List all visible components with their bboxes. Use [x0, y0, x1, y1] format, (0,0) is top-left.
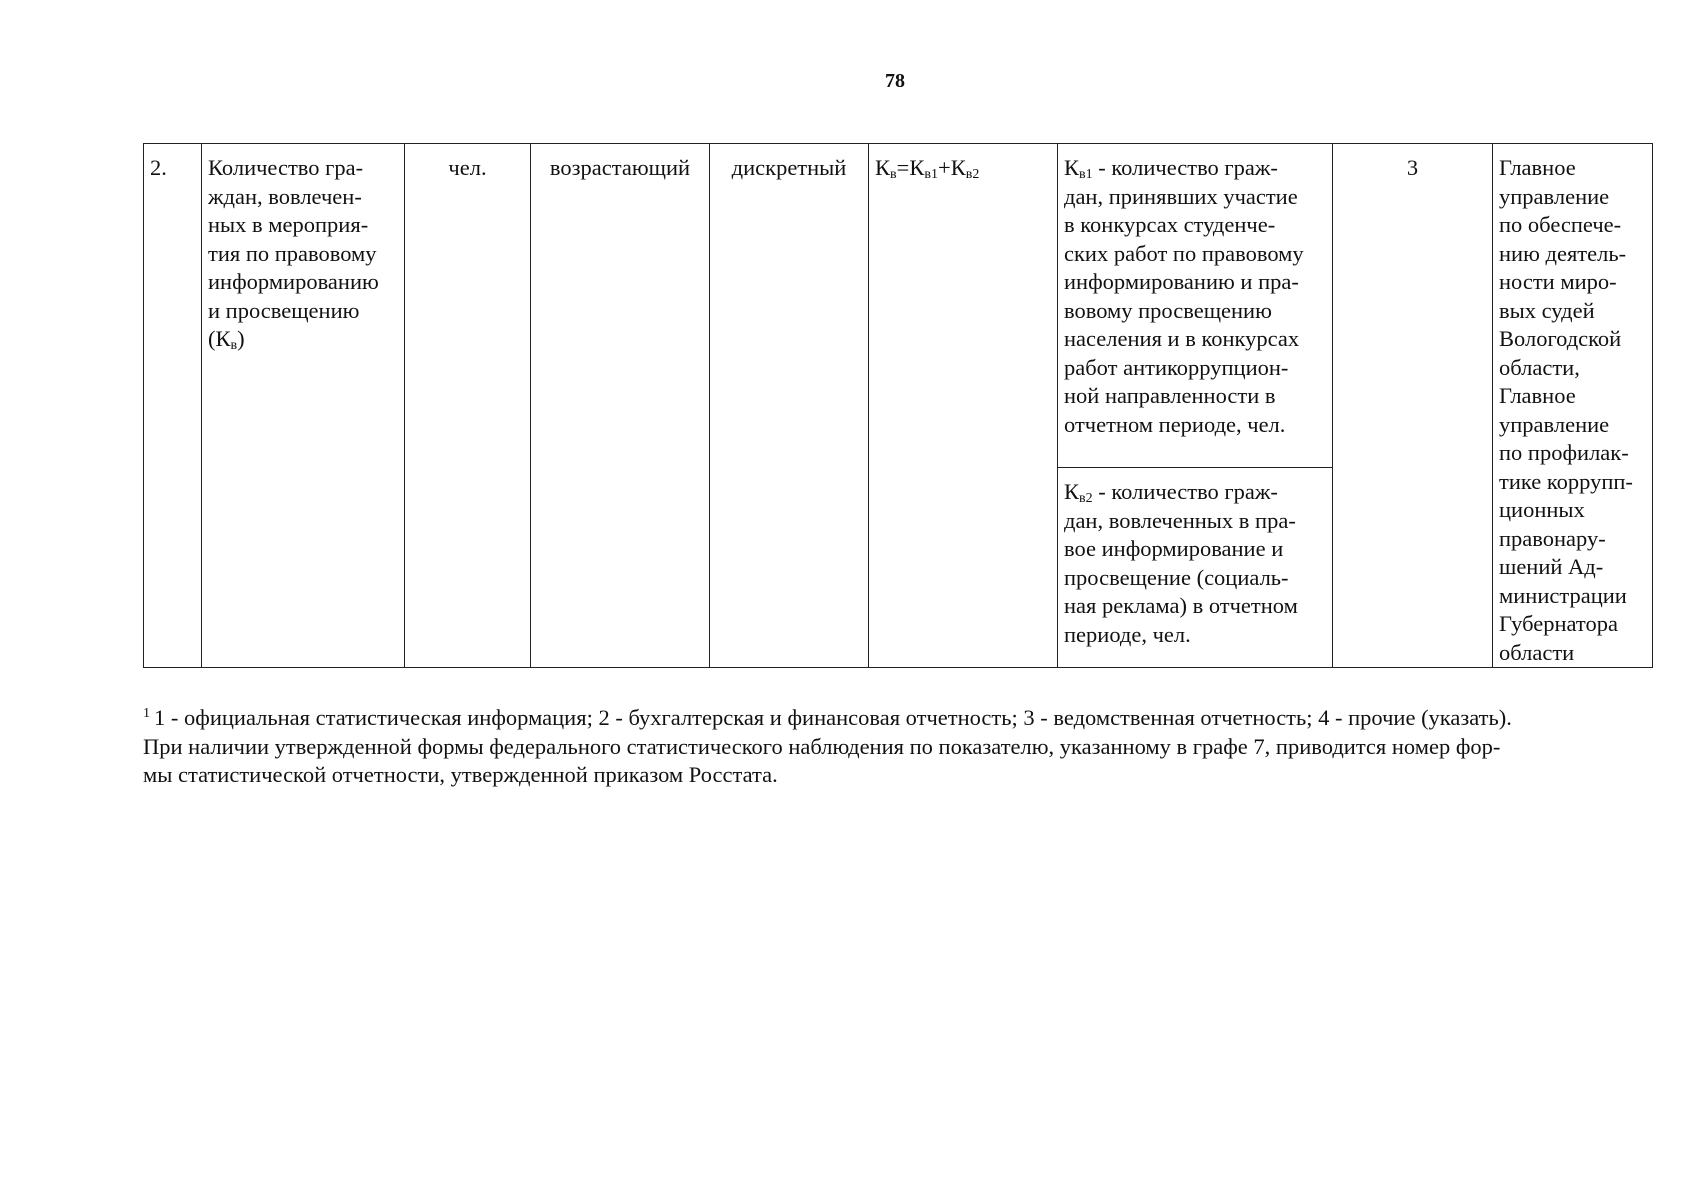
footnote-line: мы статистической отчетности, утвержденной приказом Росстата.	[143, 762, 778, 787]
component-line: ной направленности в	[1064, 383, 1276, 408]
indicator-table	[143, 143, 1653, 668]
component-line: в конкурсах студенче-	[1064, 212, 1276, 237]
row-number-cell	[144, 144, 202, 668]
indicator-line: и просвещению	[208, 297, 360, 323]
responsible-line: по обеспече-	[1499, 212, 1622, 237]
component-line: периоде, чел.	[1064, 621, 1191, 647]
component-2-head: $К_{в2}$ - количество граж-	[1064, 479, 1278, 507]
component-1-cell	[1058, 144, 1333, 468]
responsible-line: тике коррупп-	[1499, 468, 1633, 494]
formula: $К_в=К_{в1}+К_{в2}$	[875, 155, 980, 182]
type-value: дискретный	[731, 155, 847, 180]
unit-cell	[405, 144, 531, 668]
type-cell	[710, 144, 869, 668]
component-2-cell	[1058, 468, 1333, 668]
indicator-line: ждан, вовлечен-	[208, 183, 362, 209]
responsible-line: правонару-	[1499, 525, 1606, 551]
indicator-line: информированию	[208, 269, 379, 294]
responsible-line: Вологодской	[1499, 326, 1622, 351]
footnote-marker: 1	[143, 706, 150, 721]
component-line: ских работ по правовому	[1064, 240, 1304, 266]
responsible-line: области	[1499, 639, 1575, 665]
component-line: просвещение (социаль-	[1064, 564, 1289, 590]
unit-value: чел.	[448, 155, 487, 180]
component-line: вое информирование и	[1064, 536, 1284, 562]
responsible-line: шений Ад-	[1499, 554, 1604, 579]
indicator-line: Количество гра-	[208, 155, 364, 180]
component-line: вовому просвещению	[1064, 297, 1272, 323]
indicator-name-cell	[202, 144, 405, 668]
component-line: дан, принявших участие	[1064, 183, 1298, 209]
component-line: дан, вовлеченных в пра-	[1064, 507, 1296, 533]
component-line: населения и в конкурсах	[1064, 326, 1300, 351]
component-line: информированию и пра-	[1064, 269, 1299, 294]
footnote	[143, 704, 1652, 790]
responsible-line: Главное	[1499, 383, 1576, 408]
formula-cell	[869, 144, 1058, 668]
responsible-line: министрации	[1499, 582, 1627, 608]
footnote-line: При наличии утвержденной формы федерального статистического наблюдения по показателю, указанному в графе 7, приводится номер фор-	[143, 733, 1501, 759]
responsible-line: Губернатора	[1499, 611, 1618, 636]
responsible-line: нию деятель-	[1499, 240, 1627, 266]
table-row	[144, 144, 1653, 468]
responsible-line: управление	[1499, 411, 1610, 437]
component-1-head: $К_{в1}$ - количество граж-	[1064, 155, 1278, 182]
component-line: работ антикоррупцион-	[1064, 354, 1289, 380]
footnote-line: $^1$ 1 - официальная статистическая информация; 2 - бухгалтерская и финансовая отчетность; 3 - ведомственная отчетность; 4 - прочие (указать).	[143, 705, 1512, 730]
trend-value: возрастающий	[549, 155, 691, 180]
responsible-line: вых судей	[1499, 297, 1595, 323]
indicator-symbol: $(К_в)$	[208, 326, 245, 353]
trend-cell	[531, 144, 710, 668]
responsible-line: области,	[1499, 354, 1580, 380]
responsible-cell	[1493, 144, 1653, 668]
row-number: 2.	[150, 155, 167, 180]
source-cell	[1333, 144, 1493, 668]
component-line: ная реклама) в отчетном	[1064, 593, 1298, 619]
component-line: отчетном периоде, чел.	[1064, 411, 1286, 437]
responsible-line: по профилак-	[1499, 440, 1629, 465]
indicator-line: ных в мероприя-	[208, 212, 369, 237]
responsible-line: ности миро-	[1499, 269, 1617, 294]
responsible-line: управление	[1499, 183, 1610, 209]
responsible-line: Главное	[1499, 155, 1576, 180]
responsible-line: ционных	[1499, 497, 1585, 522]
indicator-line: тия по правовому	[208, 240, 377, 266]
source-value: 3	[1406, 155, 1419, 180]
page-number: 78	[885, 70, 905, 92]
